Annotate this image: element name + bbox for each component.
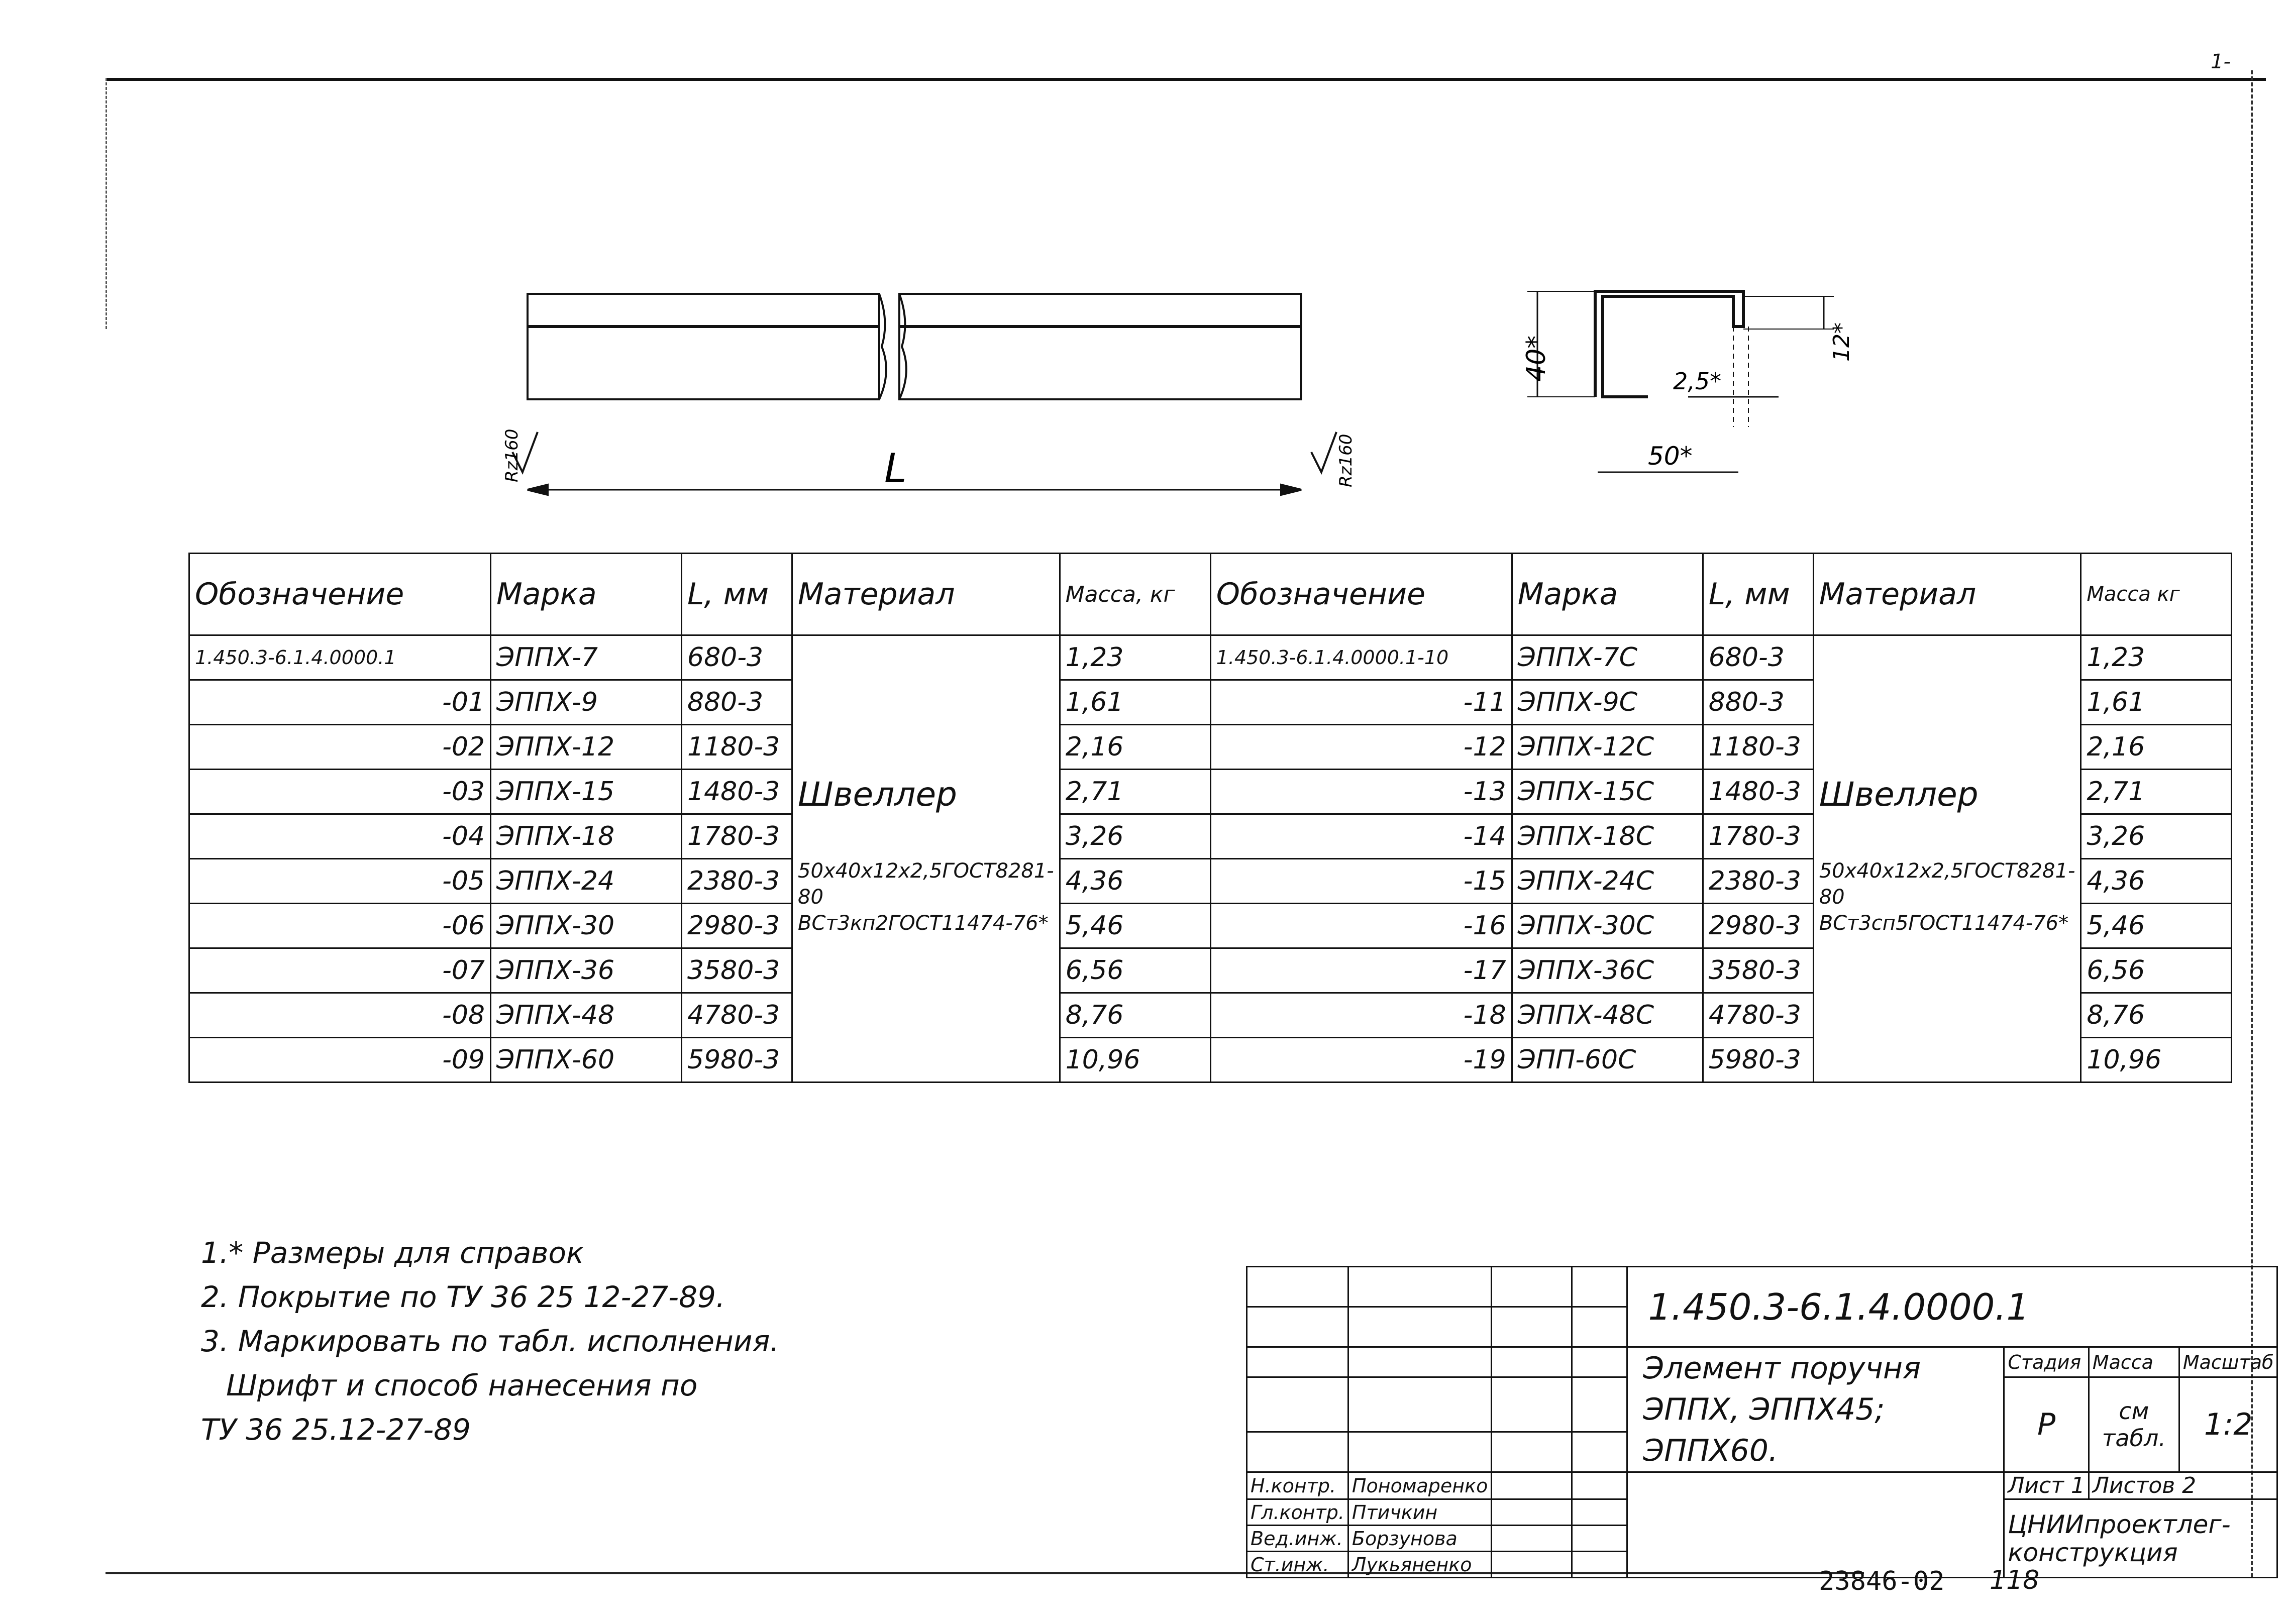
col-header: Масса, кг (1060, 554, 1210, 635)
sheets-total: Листов 2 (2089, 1472, 2277, 1499)
note-line: ТУ 36 25.12-27-89 (201, 1413, 471, 1447)
designation-cell: -03 (189, 770, 491, 814)
note-line: 3. Маркировать по табл. исполнения. (201, 1324, 779, 1358)
col-header: Обозначение (1210, 554, 1512, 635)
mass-cell: 6,56 (2081, 948, 2232, 993)
length-cell: 5980-3 (1703, 1038, 1813, 1082)
length-label: L (884, 445, 907, 492)
designation-table (188, 553, 2232, 1083)
length-cell: 3580-3 (1703, 948, 1813, 993)
length-cell: 2380-3 (1703, 859, 1813, 904)
mark-cell: ЭППХ-48С (1512, 993, 1703, 1038)
designation-cell: -12 (1210, 725, 1512, 770)
mass-cell: 5,46 (2081, 904, 2232, 948)
mass-cell: 10,96 (1060, 1038, 1210, 1082)
length-cell: 2980-3 (1703, 904, 1813, 948)
roughness-right: Rz160 (1336, 434, 1356, 487)
role-label: Н.контр. (1247, 1472, 1348, 1499)
mark-cell: ЭППХ-7С (1512, 635, 1703, 680)
mark-cell: ЭППХ-15С (1512, 770, 1703, 814)
length-cell: 2980-3 (682, 904, 792, 948)
length-cell: 4780-3 (1703, 993, 1813, 1038)
title-block (1246, 1266, 2278, 1578)
note-line: Шрифт и способ нанесения по (226, 1368, 698, 1402)
frame-left-border (106, 78, 107, 329)
dim-thickness: 2,5* (1673, 368, 1722, 395)
designation-cell: 1.450.3-6.1.4.0000.1-10 (1210, 635, 1512, 680)
designation-cell: -09 (189, 1038, 491, 1082)
notes (201, 1231, 779, 1452)
mark-cell: ЭППХ-24С (1512, 859, 1703, 904)
sheet-mark: 1- (2211, 50, 2231, 73)
scale-header: Масштаб (2179, 1347, 2277, 1377)
table-header-row (189, 554, 2232, 635)
material-cell (792, 635, 1060, 1082)
material-spec: ВСт3сп5ГОСТ11474-76* (1819, 911, 2069, 935)
mass-cell: 3,26 (2081, 814, 2232, 859)
designation-cell: -05 (189, 859, 491, 904)
length-cell: 1780-3 (682, 814, 792, 859)
designation-cell: -01 (189, 680, 491, 725)
mass-cell: 10,96 (2081, 1038, 2232, 1082)
length-cell: 1780-3 (1703, 814, 1813, 859)
material-spec: 50x40x12x2,5ГОСТ8281-80 (1819, 859, 2075, 909)
length-cell: 1180-3 (682, 725, 792, 770)
mark-cell: ЭППХ-9С (1512, 680, 1703, 725)
mark-cell: ЭППХ-18 (491, 814, 682, 859)
mark-cell: ЭППХ-12 (491, 725, 682, 770)
length-cell: 680-3 (682, 635, 792, 680)
document-title: Элемент поручня ЭППХ, ЭППХ45; ЭППХ60. (1627, 1347, 2004, 1472)
mass-cell: 2,16 (2081, 725, 2232, 770)
person-name: Пономаренко (1348, 1472, 1491, 1499)
mass-cell: 1,61 (2081, 680, 2232, 725)
mark-cell: ЭППХ-24 (491, 859, 682, 904)
material-cell (1813, 635, 2081, 1082)
col-header: L, мм (1703, 554, 1813, 635)
material-name: Швеллер (798, 775, 957, 814)
mark-cell: ЭППХ-30 (491, 904, 682, 948)
col-header: Материал (792, 554, 1060, 635)
length-cell: 2380-3 (682, 859, 792, 904)
length-cell: 880-3 (1703, 680, 1813, 725)
designation-cell: -17 (1210, 948, 1512, 993)
designation-cell: -06 (189, 904, 491, 948)
designation-cell: -14 (1210, 814, 1512, 859)
mass-cell: 1,23 (2081, 635, 2232, 680)
person-name: Борзунова (1348, 1526, 1491, 1552)
designation-cell: -18 (1210, 993, 1512, 1038)
mass-cell: 3,26 (1060, 814, 1210, 859)
mark-cell: ЭППХ-9 (491, 680, 682, 725)
dim-width: 50* (1648, 442, 1693, 471)
mass-cell: 2,16 (1060, 725, 1210, 770)
designation-cell: -13 (1210, 770, 1512, 814)
length-cell: 880-3 (682, 680, 792, 725)
designation-cell: 1.450.3-6.1.4.0000.1 (189, 635, 491, 680)
roughness-left: Rz160 (502, 428, 522, 482)
designation-cell: -04 (189, 814, 491, 859)
mass-cell: 1,61 (1060, 680, 1210, 725)
role-label: Ст.инж. (1247, 1552, 1348, 1578)
col-header: Обозначение (189, 554, 491, 635)
sheet-number: Лист 1 (2004, 1472, 2089, 1499)
designation-cell: -19 (1210, 1038, 1512, 1082)
designation-cell: -15 (1210, 859, 1512, 904)
mark-cell: ЭППХ-7 (491, 635, 682, 680)
mass-cell: 4,36 (2081, 859, 2232, 904)
length-cell: 5980-3 (682, 1038, 792, 1082)
designation-cell: -07 (189, 948, 491, 993)
mark-cell: ЭППХ-30С (1512, 904, 1703, 948)
length-cell: 4780-3 (682, 993, 792, 1038)
archive-code: 23846-02 (1819, 1566, 1945, 1596)
col-header: Марка (491, 554, 682, 635)
dim-height: 40* (1521, 335, 1551, 382)
mass-cell: 2,71 (2081, 770, 2232, 814)
dim-lip: 12* (1829, 322, 1854, 362)
person-name: Птичкин (1348, 1499, 1491, 1526)
material-spec: 50x40x12x2,5ГОСТ8281-80 (798, 859, 1054, 909)
col-header: Масса кг (2081, 554, 2232, 635)
role-label: Гл.контр. (1247, 1499, 1348, 1526)
mass-value: см табл. (2089, 1377, 2179, 1472)
frame-top-border (106, 78, 2266, 81)
mass-cell: 5,46 (1060, 904, 1210, 948)
mark-cell: ЭППХ-48 (491, 993, 682, 1038)
length-cell: 680-3 (1703, 635, 1813, 680)
col-header: Материал (1813, 554, 2081, 635)
mark-cell: ЭППХ-12С (1512, 725, 1703, 770)
col-header: Марка (1512, 554, 1703, 635)
mark-cell: ЭППХ-36С (1512, 948, 1703, 993)
scale-value: 1:2 (2179, 1377, 2277, 1472)
channel-side-view (482, 271, 1387, 532)
mark-cell: ЭППХ-36 (491, 948, 682, 993)
mass-cell: 4,36 (1060, 859, 1210, 904)
mass-cell: 8,76 (2081, 993, 2232, 1038)
mass-header: Масса (2089, 1347, 2179, 1377)
stage-header: Стадия (2004, 1347, 2089, 1377)
mass-cell: 8,76 (1060, 993, 1210, 1038)
col-header: L, мм (682, 554, 792, 635)
length-cell: 1480-3 (682, 770, 792, 814)
document-code: 1.450.3-6.1.4.0000.1 (1627, 1267, 2277, 1347)
person-name: Лукьяненко (1348, 1552, 1491, 1578)
material-name: Швеллер (1819, 775, 1979, 814)
mass-cell: 1,23 (1060, 635, 1210, 680)
length-cell: 3580-3 (682, 948, 792, 993)
material-spec: ВСт3кп2ГОСТ11474-76* (798, 911, 1049, 935)
mass-cell: 2,71 (1060, 770, 1210, 814)
mark-cell: ЭППХ-15 (491, 770, 682, 814)
mark-cell: ЭПП-60С (1512, 1038, 1703, 1082)
designation-cell: -08 (189, 993, 491, 1038)
channel-cross-section (1497, 281, 1854, 492)
channel-segment-left (528, 294, 879, 399)
channel-segment-right (899, 294, 1301, 399)
length-cell: 1180-3 (1703, 725, 1813, 770)
role-label: Вед.инж. (1247, 1526, 1348, 1552)
archive-sheet: 118 (1990, 1565, 2040, 1595)
note-line: 1.* Размеры для справок (201, 1236, 584, 1270)
mass-cell: 6,56 (1060, 948, 1210, 993)
organization: ЦНИИпроектлег-конструкция (2004, 1499, 2277, 1578)
note-line: 2. Покрытие по ТУ 36 25 12-27-89. (201, 1280, 725, 1314)
designation-cell: -02 (189, 725, 491, 770)
table-row (189, 635, 2232, 680)
designation-cell: -16 (1210, 904, 1512, 948)
length-cell: 1480-3 (1703, 770, 1813, 814)
designation-cell: -11 (1210, 680, 1512, 725)
mark-cell: ЭППХ-18С (1512, 814, 1703, 859)
stage-value: Р (2004, 1377, 2089, 1472)
mark-cell: ЭППХ-60 (491, 1038, 682, 1082)
